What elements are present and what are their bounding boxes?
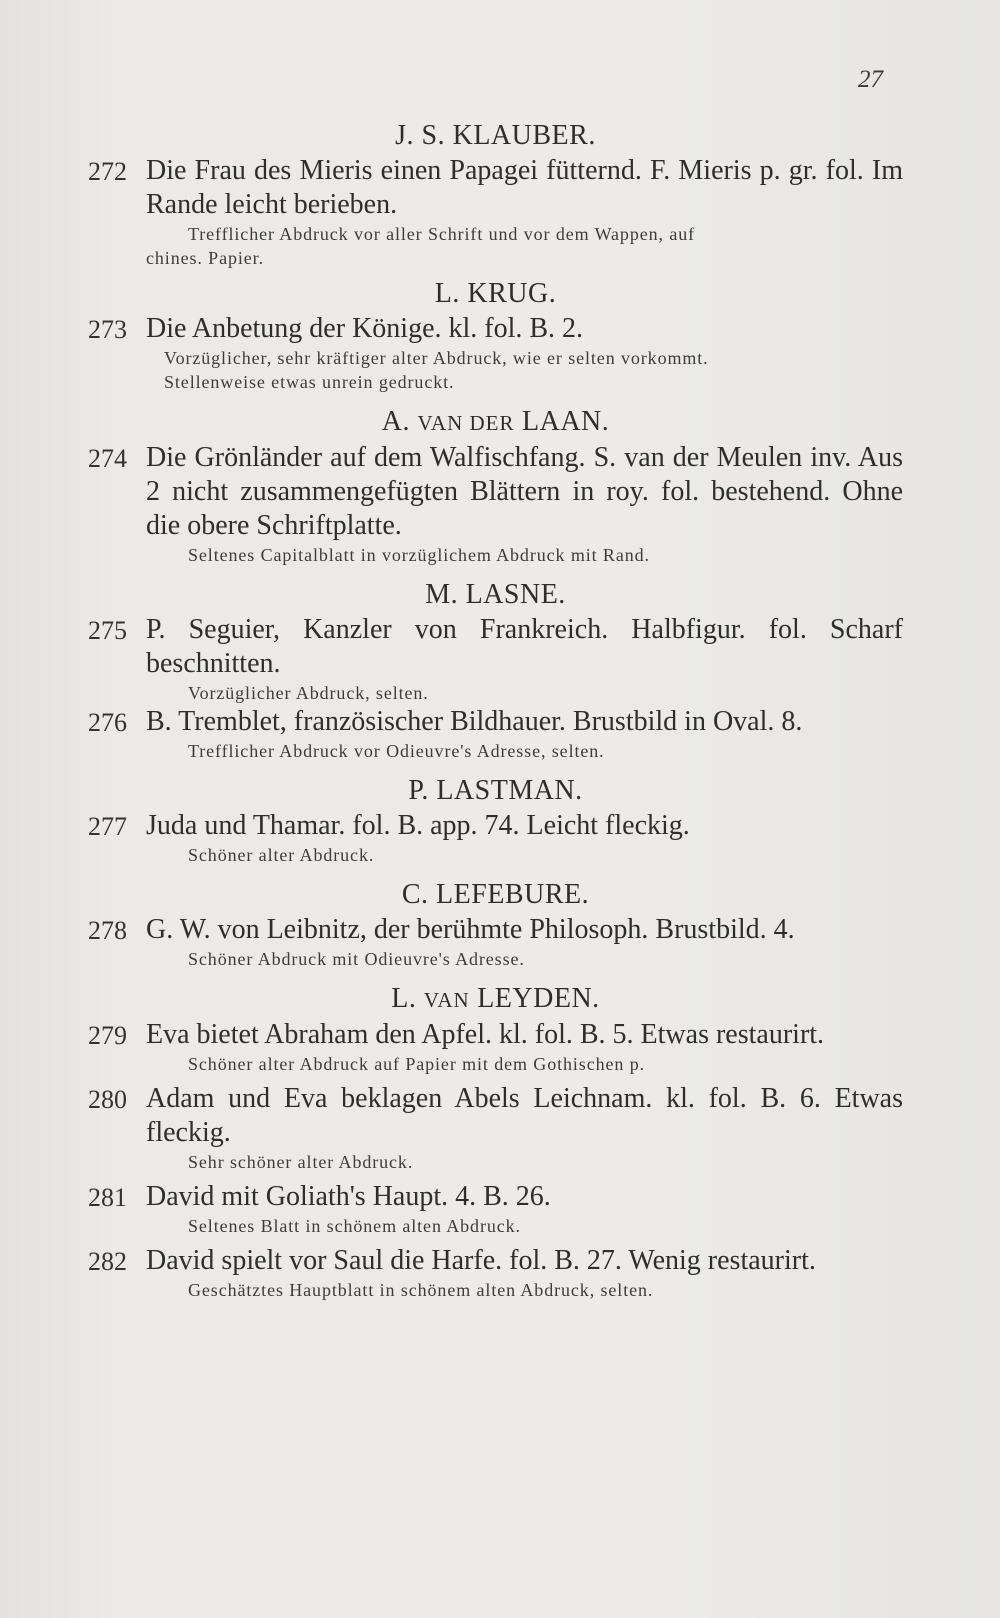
artist-surname: LEYDEN. — [477, 983, 600, 1014]
catalog-entry-279 — [88, 1018, 903, 1076]
entry-note: Trefflicher Abdruck vor Odieuvre's Adresse, selten. — [188, 741, 605, 761]
entry-number: 273 — [88, 315, 127, 344]
artist-surname: LAAN. — [522, 406, 610, 437]
entry-number: 282 — [88, 1247, 127, 1276]
catalog-entry-277 — [88, 809, 903, 867]
entry-number: 280 — [88, 1085, 127, 1114]
entry-note: Seltenes Blatt in schönem alten Abdruck. — [188, 1216, 521, 1236]
catalog-entry-275 — [88, 613, 903, 705]
artist-particle: VAN — [423, 988, 470, 1012]
artist-heading-klauber: J. S. KLAUBER. — [395, 120, 596, 151]
artist-particle: VAN DER — [417, 411, 515, 435]
artist-initial: L. — [391, 983, 417, 1014]
entry-number: 278 — [88, 916, 127, 945]
entry-title: Die Anbetung der Könige. kl. fol. B. 2. — [146, 313, 584, 344]
entry-number: 279 — [88, 1021, 127, 1050]
entry-note: Trefflicher Abdruck vor aller Schrift und vor dem Wappen, auf — [188, 224, 696, 244]
artist-heading-van-leyden — [88, 981, 903, 1018]
page-number: 27 — [858, 66, 883, 93]
catalog-entry-281 — [88, 1180, 903, 1238]
artist-heading-lefebure: C. LEFEBURE. — [401, 879, 590, 910]
entry-title: G. W. von Leibnitz, der berühmte Philosoph. Brustbild. 4. — [146, 914, 795, 945]
catalog-entry-276 — [88, 705, 903, 763]
artist-heading-lastman: P. LASTMAN. — [408, 775, 583, 806]
catalog-entry-278 — [88, 913, 903, 971]
entry-note: Schöner alter Abdruck auf Papier mit dem Gothischen p. — [188, 1054, 645, 1074]
entry-title: Die Frau des Mieris einen Papagei fütternd. F. Mieris p. gr. fol. Im Rande leicht berieben. — [146, 155, 903, 220]
entry-number: 272 — [88, 157, 127, 186]
catalog-content — [88, 118, 903, 1302]
entry-note-continued: Stellenweise etwas unrein gedruckt. — [164, 372, 455, 392]
entry-note: Sehr schöner alter Abdruck. — [188, 1152, 414, 1172]
artist-heading-krug: L. KRUG. — [434, 278, 557, 309]
artist-heading-lasne: M. LASNE. — [425, 579, 566, 610]
catalog-entry-272 — [88, 154, 903, 270]
entry-note: Geschätztes Hauptblatt in schönem alten Abdruck, selten. — [188, 1280, 654, 1300]
entry-number: 281 — [88, 1183, 127, 1212]
entry-title: P. Seguier, Kanzler von Frankreich. Halbfigur. fol. Scharf beschnitten. — [146, 614, 903, 679]
entry-note: Schöner alter Abdruck. — [188, 845, 375, 865]
entry-number: 274 — [88, 444, 127, 473]
entry-title: David spielt vor Saul die Harfe. fol. B. 27. Wenig restaurirt. — [146, 1245, 816, 1276]
entry-title: Die Grönländer auf dem Walfischfang. S. van der Meulen inv. Aus 2 nicht zusammengefügten Blättern in roy. fol. bestehend. Ohne die obere Schriftplatte. — [146, 442, 903, 541]
entry-number: 275 — [88, 616, 127, 645]
entry-number: 276 — [88, 708, 127, 737]
entry-title: Adam und Eva beklagen Abels Leichnam. kl. fol. B. 6. Etwas fleckig. — [146, 1083, 903, 1148]
entry-title: Juda und Thamar. fol. B. app. 74. Leicht fleckig. — [146, 810, 690, 841]
entry-title: Eva bietet Abraham den Apfel. kl. fol. B. 5. Etwas restaurirt. — [146, 1019, 825, 1050]
artist-heading-van-der-laan — [88, 404, 903, 441]
catalog-entry-282 — [88, 1244, 903, 1302]
entry-note: Seltenes Capitalblatt in vorzüglichem Abdruck mit Rand. — [188, 545, 650, 565]
entry-note: Vorzüglicher, sehr kräftiger alter Abdruck, wie er selten vorkommt. — [164, 348, 709, 368]
entry-note: Schöner Abdruck mit Odieuvre's Adresse. — [188, 949, 525, 969]
catalog-entry-274 — [88, 441, 903, 567]
artist-initial: A. — [381, 406, 410, 437]
catalog-entry-273 — [88, 312, 903, 394]
entry-number: 277 — [88, 812, 127, 841]
entry-note-continued: chines. Papier. — [146, 248, 264, 268]
entry-note: Vorzüglicher Abdruck, selten. — [188, 683, 429, 703]
entry-title: B. Tremblet, französischer Bildhauer. Brustbild in Oval. 8. — [146, 706, 803, 737]
entry-title: David mit Goliath's Haupt. 4. B. 26. — [146, 1181, 551, 1212]
catalog-entry-280 — [88, 1082, 903, 1174]
